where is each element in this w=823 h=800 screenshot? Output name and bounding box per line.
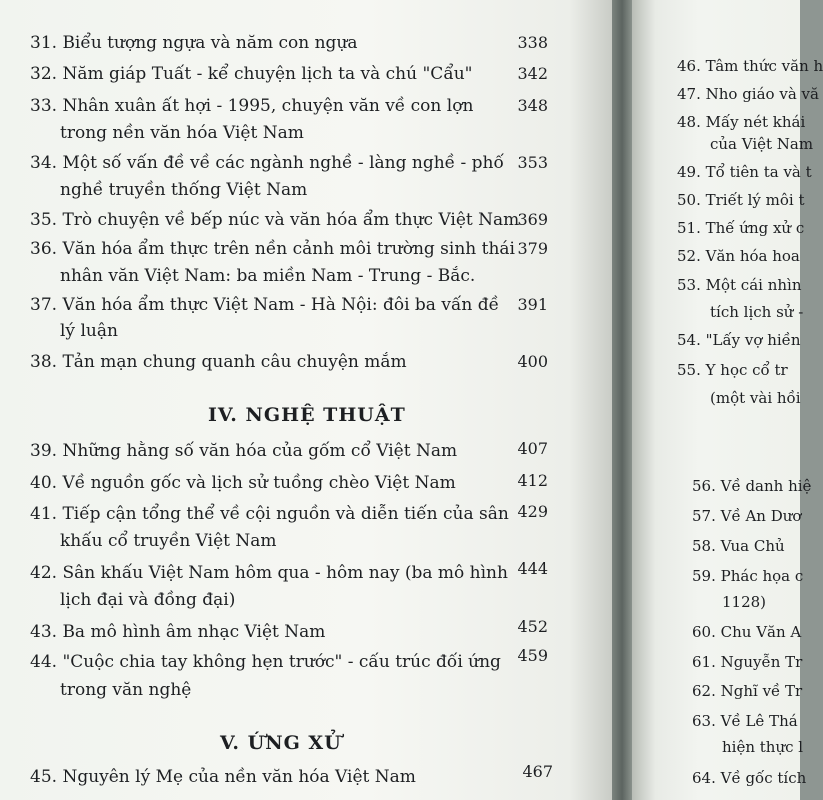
toc-entry-64: 64. Về gốc tích (692, 769, 807, 787)
toc-entry-60: 60. Chu Văn A (692, 623, 802, 641)
toc-entry-38 (30, 350, 407, 374)
toc-entry-continuation: của Việt Nam (710, 135, 814, 153)
toc-entry-title: 33. Nhân xuân ất hợi - 1995, chuyện văn về con lợn (30, 96, 474, 116)
toc-entry-title: 35. Trò chuyện về bếp núc và văn hóa ẩm thực Việt Nam (30, 210, 520, 230)
toc-entry-56: 56. Về danh hiệ (692, 477, 812, 495)
toc-entry-36 (30, 237, 515, 261)
toc-entry-title: 31. Biểu tượng ngựa và năm con ngựa (30, 33, 358, 53)
toc-entry-title: 42. Sân khấu Việt Nam hôm qua - hôm nay (ba mô hình (30, 563, 508, 583)
toc-entry-continuation: hiện thực l (722, 738, 804, 756)
toc-entry-title: 32. Năm giáp Tuất - kể chuyện lịch ta và chú "Cẩu" (30, 64, 473, 84)
toc-page-number: 467 (522, 762, 553, 781)
toc-entry-31 (30, 31, 358, 55)
toc-entry-title: 37. Văn hóa ẩm thực Việt Nam - Hà Nội: đôi ba vấn đề (30, 295, 500, 315)
toc-entry-title: 40. Về nguồn gốc và lịch sử tuồng chèo Việt Nam (30, 473, 456, 493)
toc-entry-63: 63. Về Lê Thá (692, 712, 798, 730)
toc-entry-37 (30, 293, 499, 317)
toc-entry-title: 43. Ba mô hình âm nhạc Việt Nam (30, 622, 326, 642)
toc-entry-53: 53. Một cái nhìn (677, 276, 802, 294)
toc-entry-57: 57. Về An Dươ (692, 507, 802, 525)
toc-entry-title: 45. Nguyên lý Mẹ của nền văn hóa Việt Nam (30, 767, 416, 787)
toc-entry-42 (30, 561, 508, 585)
toc-entry-title: 34. Một số vấn đề về các ngành nghề - làng nghề - phố (30, 153, 504, 173)
section-heading: V. ỨNG XỬ (220, 732, 342, 754)
toc-entry-50: 50. Triết lý môi t (677, 191, 805, 209)
toc-page-number: 348 (517, 96, 548, 115)
toc-entry-46: 46. Tâm thức văn h (677, 57, 823, 75)
toc-entry-59: 59. Phác họa c (692, 567, 804, 585)
toc-entry-continuation: nhân văn Việt Nam: ba miền Nam - Trung - Bắc. (60, 266, 476, 286)
toc-entry-40 (30, 471, 456, 495)
toc-entry-43 (30, 620, 325, 644)
toc-entry-continuation: lý luận (60, 321, 118, 341)
toc-entry-61: 61. Nguyễn Tr (692, 653, 803, 671)
toc-entry-title: 38. Tản mạn chung quanh câu chuyện mắm (30, 352, 407, 372)
toc-page-number: 338 (517, 33, 548, 52)
toc-entry-continuation: khấu cổ truyền Việt Nam (60, 531, 277, 551)
right-page (632, 0, 823, 800)
toc-page-number: 412 (517, 471, 548, 490)
toc-entry-41 (30, 502, 509, 526)
toc-entry-47: 47. Nho giáo và vă (677, 85, 819, 103)
toc-entry-35 (30, 208, 519, 232)
toc-entry-continuation: nghề truyền thống Việt Nam (60, 180, 308, 200)
toc-entry-51: 51. Thế ứng xử c (677, 219, 805, 237)
toc-entry-44 (30, 650, 501, 674)
toc-entry-continuation: lịch đại và đồng đại) (60, 590, 236, 610)
toc-page-number: 353 (517, 153, 548, 172)
toc-entry-45 (30, 765, 416, 789)
toc-entry-34 (30, 151, 504, 175)
toc-entry-54: 54. "Lấy vợ hiền (677, 331, 801, 349)
toc-page-number: 452 (517, 617, 548, 636)
toc-entry-32 (30, 62, 473, 86)
toc-page-number: 444 (517, 559, 548, 578)
toc-page-number: 407 (517, 439, 548, 458)
toc-page-number: 369 (517, 210, 548, 229)
toc-entry-52: 52. Văn hóa hoa (677, 247, 800, 265)
toc-entry-title: 44. "Cuộc chia tay không hẹn trước" - cấu trúc đối ứng (30, 652, 501, 672)
toc-entry-continuation: (một vài hồi (710, 389, 801, 407)
toc-entry-continuation: 1128) (722, 593, 767, 611)
toc-entry-title: 39. Những hằng số văn hóa của gốm cổ Việt Nam (30, 441, 458, 461)
section-heading: IV. NGHỆ THUẬT (208, 404, 406, 426)
toc-entry-48: 48. Mấy nét khái (677, 113, 806, 131)
toc-entry-58: 58. Vua Chủ (692, 537, 785, 555)
toc-page-number: 459 (517, 646, 548, 665)
book-gutter (612, 0, 632, 800)
toc-entry-33 (30, 94, 473, 118)
toc-entry-continuation: trong nền văn hóa Việt Nam (60, 123, 304, 143)
toc-page-number: 391 (517, 295, 548, 314)
toc-entry-continuation: trong văn nghệ (60, 680, 192, 700)
toc-entry-39 (30, 439, 457, 463)
toc-entry-title: 36. Văn hóa ẩm thực trên nền cảnh môi trường sinh thái (30, 239, 515, 259)
toc-entry-continuation: tích lịch sử - (710, 303, 804, 321)
toc-entry-62: 62. Nghĩ về Tr (692, 682, 803, 700)
toc-page-number: 379 (517, 239, 548, 258)
toc-page-number: 429 (517, 502, 548, 521)
toc-entry-55: 55. Y học cổ tr (677, 361, 788, 379)
toc-page-number: 400 (517, 352, 548, 371)
toc-entry-49: 49. Tổ tiên ta và t (677, 163, 812, 181)
toc-entry-title: 41. Tiếp cận tổng thể về cội nguồn và diễn tiến của sân (30, 504, 509, 524)
toc-page-number: 342 (517, 64, 548, 83)
